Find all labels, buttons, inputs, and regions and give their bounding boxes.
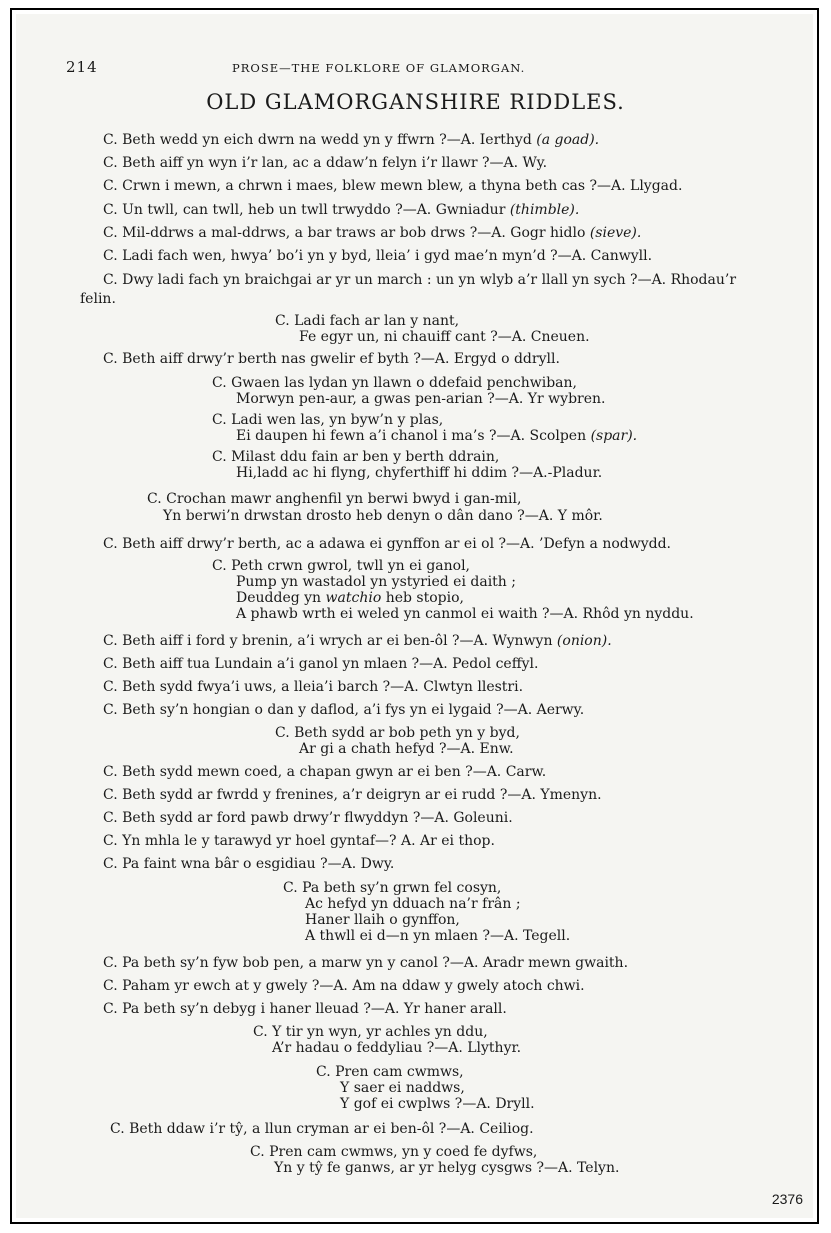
line-text: C. Beth sy’n hongian o dan y daflod, a’i fys yn ei lygaid ?—A. Aerwy. <box>103 702 585 718</box>
riddle-line <box>110 1120 534 1138</box>
english-gloss: (onion). <box>556 633 612 649</box>
riddle-line <box>103 809 513 827</box>
riddle-line <box>103 678 523 696</box>
riddle-line <box>272 1039 521 1057</box>
line-text: C. Beth sydd fwya’i uws, a lleia’i barch ?—A. Clwtyn llestri. <box>103 679 524 695</box>
riddle-line <box>103 701 584 719</box>
line-text: C. Pa beth sy’n fyw bob pen, a marw yn y canol ?—A. Aradr mewn gwaith. <box>103 955 629 971</box>
running-head: PROSE—THE FOLKLORE OF GLAMORGAN. <box>232 61 526 75</box>
line-text: C. Pa beth sy’n debyg i haner lleuad ?—A. Yr haner arall. <box>103 1001 507 1017</box>
riddle-line <box>305 927 570 945</box>
line-text: C. Beth sydd ar fwrdd y frenines, a’r deigryn ar ei rudd ?—A. Ymenyn. <box>103 787 602 803</box>
riddle-line <box>103 977 585 995</box>
line-text: C. Crwn i mewn, a chrwn i maes, blew mewn blew, a thyna beth cas ?—A. Llygad. <box>103 178 683 194</box>
line-text: A’r hadau o feddyliau ?—A. Llythyr. <box>272 1040 522 1056</box>
english-gloss: (sieve). <box>589 225 642 241</box>
line-text: C. Beth sydd mewn coed, a chapan gwyn ar ei ben ?—A. Carw. <box>103 764 547 780</box>
riddle-line <box>274 1159 619 1177</box>
riddle-line <box>103 271 736 289</box>
riddle-line <box>163 507 603 525</box>
line-text: C. Pren cam cwmws, yn y coed fe dyfws, <box>250 1144 538 1160</box>
line-text: A thwll ei d—n yn mlaen ?—A. Tegell. <box>305 928 571 944</box>
line-text: C. Milast ddu fain ar ben y berth ddrain, <box>212 449 500 465</box>
riddle-line <box>103 763 546 781</box>
riddle-line <box>147 490 521 508</box>
line-text: C. Beth aiff i ford y brenin, a’i wrych ar ei ben-ôl ?—A. Wynwyn <box>103 633 553 649</box>
riddle-line <box>236 605 694 623</box>
line-text: C. Dwy ladi fach yn braichgai ar yr un march : un yn wlyb a’r llall yn sych ?—A. Rhodau’r <box>103 272 737 288</box>
line-text: Pump yn wastadol yn ystyried ei daith ; <box>236 574 516 590</box>
riddle-line <box>103 655 538 673</box>
line-text: C. Peth crwn gwrol, twll yn ei ganol, <box>212 558 470 574</box>
line-text: C. Gwaen las lydan yn llawn o ddefaid penchwiban, <box>212 375 577 391</box>
page-number: 214 <box>66 58 98 76</box>
riddle-line <box>103 154 547 172</box>
line-text: C. Beth aiff tua Lundain a’i ganol yn mlaen ?—A. Pedol ceffyl. <box>103 656 539 672</box>
riddle-line <box>103 855 394 873</box>
riddle-line <box>103 350 560 368</box>
line-text: C. Mil-ddrws a mal-ddrws, a bar traws ar bob drws ?—A. Gogr hidlo <box>103 225 586 241</box>
line-text: C. Pa faint wna bâr o esgidiau ?—A. Dwy. <box>103 856 395 872</box>
riddle-line <box>103 535 671 553</box>
english-gloss: (thimble). <box>509 202 580 218</box>
line-text: C. Beth wedd yn eich dwrn na wedd yn y ffwrn ?—A. Ierthyd <box>103 132 532 148</box>
riddle-line <box>103 177 682 195</box>
line-text: Ac hefyd yn dduach na’r frân ; <box>305 896 521 912</box>
line-text: Fe egyr un, ni chauiff cant ?—A. Cneuen. <box>299 329 590 345</box>
line-text: C. Beth sydd ar bob peth yn y byd, <box>275 725 520 741</box>
line-text: Haner llaih o gynffon, <box>305 912 460 928</box>
english-gloss: watchio <box>325 590 382 606</box>
line-text: C. Beth aiff yn wyn i’r lan, ac a ddaw’n felyn i’r llawr ?—A. Wy. <box>103 155 548 171</box>
line-text: C. Pren cam cwmws, <box>316 1064 464 1080</box>
line-text: C. Y tir yn wyn, yr achles yn ddu, <box>253 1024 488 1040</box>
line-text: C. Ladi fach ar lan y nant, <box>275 313 460 329</box>
line-text: C. Paham yr ewch at y gwely ?—A. Am na ddaw y gwely atoch chwi. <box>103 978 585 994</box>
line-text: C. Beth aiff drwy’r berth nas gwelir ef byth ?—A. Ergyd o ddryll. <box>103 351 560 367</box>
line-text: Ar gi a chath hefyd ?—A. Enw. <box>299 741 514 757</box>
riddle-line <box>340 1095 535 1113</box>
riddle-line <box>236 390 605 408</box>
archive-number: 2376 <box>771 1191 803 1207</box>
line-text-after: heb stopio, <box>381 590 464 606</box>
riddle-line <box>80 290 116 308</box>
line-text: C. Pa beth sy’n grwn fel cosyn, <box>283 880 502 896</box>
page-title: OLD GLAMORGANSHIRE RIDDLES. <box>206 90 625 114</box>
line-text: Morwyn pen-aur, a gwas pen-arian ?—A. Yr wybren. <box>236 391 606 407</box>
riddle-line <box>103 224 641 242</box>
line-text: felin. <box>80 291 116 307</box>
line-text: C. Beth aiff drwy’r berth, ac a adawa ei gynffon ar ei ol ?—A. ’Defyn a nodwydd. <box>103 536 671 552</box>
riddle-line <box>299 328 590 346</box>
riddle-line <box>236 464 602 482</box>
line-text: Hi,ladd ac hi flyng, chyferthiff hi ddim ?—A.-Pladur. <box>236 465 603 481</box>
line-text: Yn y tŷ fe ganws, ar yr helyg cysgws ?—A. Telyn. <box>274 1160 620 1176</box>
line-text: Y saer ei naddws, <box>340 1080 465 1096</box>
riddle-line <box>103 632 612 650</box>
riddle-line <box>236 427 637 445</box>
riddle-line <box>103 201 579 219</box>
riddle-line <box>299 740 514 758</box>
riddle-line <box>103 131 599 149</box>
line-text: C. Ladi wen las, yn byw’n y plas, <box>212 412 444 428</box>
line-text: C. Beth ddaw i’r tŷ, a llun cryman ar ei ben-ôl ?—A. Ceiliog. <box>110 1121 534 1137</box>
line-text: C. Ladi fach wen, hwya’ bo’i yn y byd, lleia’ i gyd mae’n myn’d ?—A. Canwyll. <box>103 248 653 264</box>
riddle-line <box>103 786 602 804</box>
line-text: Yn berwi’n drwstan drosto heb denyn o dân dano ?—A. Y môr. <box>163 508 603 524</box>
line-text: A phawb wrth ei weled yn canmol ei waith ?—A. Rhôd yn nyddu. <box>236 606 694 622</box>
english-gloss: (a goad). <box>536 132 600 148</box>
english-gloss: (spar). <box>590 428 638 444</box>
riddle-line <box>103 832 495 850</box>
line-text: Y gof ei cwplws ?—A. Dryll. <box>340 1096 535 1112</box>
line-text: C. Yn mhla le y tarawyd yr hoel gyntaf—? A. Ar ei thop. <box>103 833 495 849</box>
line-text: C. Crochan mawr anghenfil yn berwi bwyd i gan-mil, <box>147 491 522 507</box>
line-text: C. Beth sydd ar ford pawb drwy’r flwyddyn ?—A. Goleuni. <box>103 810 513 826</box>
line-text: Ei daupen hi fewn a’i chanol i ma’s ?—A. Scolpen <box>236 428 587 444</box>
riddle-line <box>103 247 652 265</box>
riddle-line <box>103 954 628 972</box>
riddle-line <box>103 1000 507 1018</box>
line-text: Deuddeg yn <box>236 590 322 606</box>
line-text: C. Un twll, can twll, heb un twll trwyddo ?—A. Gwniadur <box>103 202 506 218</box>
